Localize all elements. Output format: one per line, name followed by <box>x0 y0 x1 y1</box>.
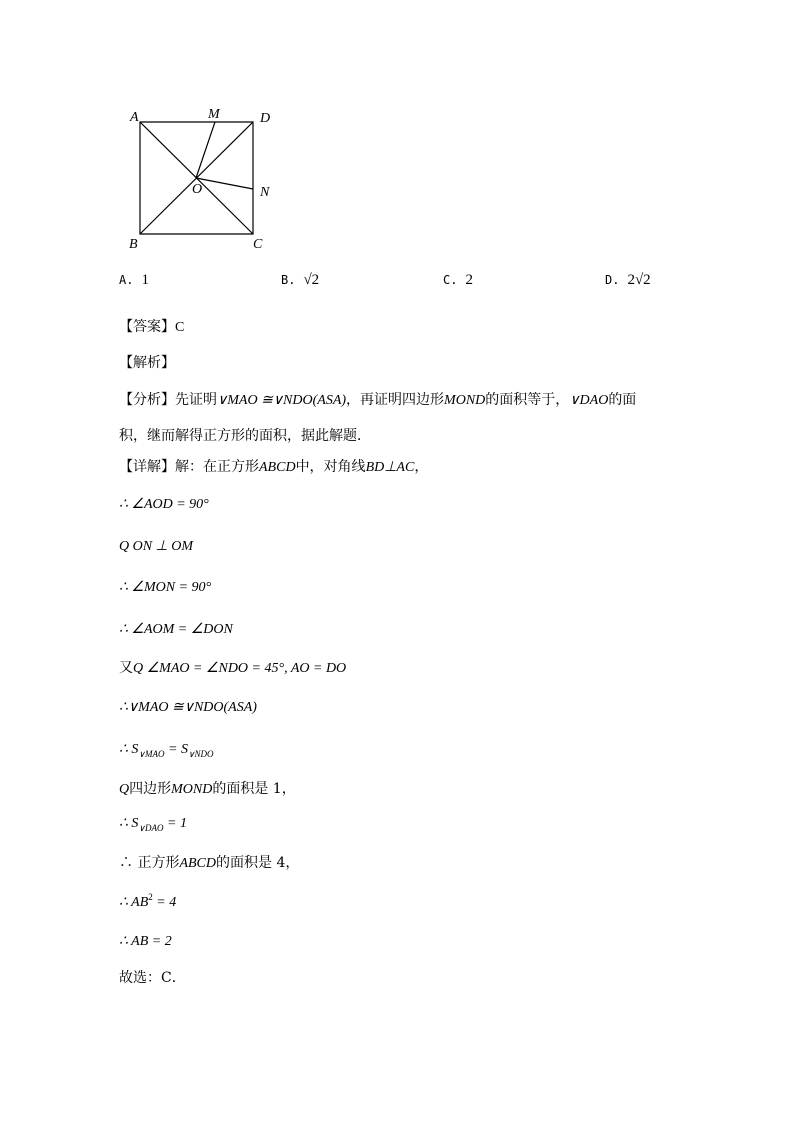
label-n: N <box>260 185 270 200</box>
choice-letter: D. <box>605 273 620 287</box>
step-math: ABCD <box>179 856 217 871</box>
choice-value: √2 <box>303 272 320 288</box>
detail-label: 【详解】 <box>119 459 175 475</box>
answer-choices <box>119 272 679 296</box>
step-math: = 1 <box>163 816 187 831</box>
choice-c[interactable] <box>443 272 473 289</box>
label-c: C <box>253 237 263 252</box>
label-d: D <box>260 111 271 126</box>
step-text: 的面积是 1， <box>212 781 296 797</box>
label-o: O <box>192 182 203 197</box>
answer-value: C <box>175 320 185 335</box>
step-9 <box>119 815 187 834</box>
step-math: ∴ S <box>119 742 139 757</box>
choice-value: 2√2 <box>627 272 651 288</box>
analysis-heading: 【解析】 <box>119 355 175 371</box>
label-a: A <box>130 110 139 125</box>
step-subscript: ∨NDO <box>187 749 214 759</box>
answer-line <box>119 316 184 336</box>
step-8 <box>119 778 296 798</box>
fenxi-line-1 <box>119 389 636 409</box>
fenxi-line-2: 积，继而解得正方形的面积，据此解题． <box>119 428 371 444</box>
step-5 <box>119 657 346 677</box>
step-math: ∴ S <box>119 816 139 831</box>
fenxi-text: ，再证明四边形 <box>346 392 445 408</box>
step-1: ∴ ∠AOD = 90° <box>119 497 209 512</box>
choice-letter: B. <box>281 273 296 287</box>
detail-text: 中，对角线 <box>295 459 366 475</box>
fenxi-text: 先证明 <box>175 392 217 408</box>
step-3: ∴ ∠MON = 90° <box>119 580 212 595</box>
segment-on <box>196 178 253 189</box>
detail-math: ABCD <box>259 460 296 475</box>
step-text: ∴ 正方形 <box>119 855 180 871</box>
step-6: ∴∨MAO ≅∨NDO(ASA) <box>119 700 257 715</box>
answer-label: 【答案】 <box>119 319 175 335</box>
step-superscript: 2 <box>148 892 153 902</box>
label-b: B <box>129 237 138 252</box>
step-7 <box>119 741 214 760</box>
detail-intro <box>119 456 428 476</box>
choice-letter: A. <box>119 273 134 287</box>
step-12: ∴ AB = 2 <box>119 934 172 949</box>
step-math: Q <box>119 782 130 797</box>
step-text: 又 <box>119 660 133 676</box>
step-text: 四边形 <box>129 781 172 797</box>
step-subscript: ∨DAO <box>138 823 164 833</box>
choice-d[interactable] <box>605 272 651 289</box>
square-figure <box>120 100 290 260</box>
fenxi-math: MOND <box>444 393 486 408</box>
fenxi-math: ∨MAO ≅∨NDO(ASA) <box>217 393 347 408</box>
choice-value: 1 <box>141 272 149 288</box>
step-math: MOND <box>171 782 213 797</box>
detail-math: BD⊥AC <box>365 460 415 475</box>
step-text: 的面积是 4， <box>216 855 300 871</box>
final-choice: 故选：C． <box>119 970 186 986</box>
step-math: = S <box>164 742 188 757</box>
choice-letter: C. <box>443 273 458 287</box>
detail-text: ， <box>414 459 429 475</box>
detail-text: 解：在正方形 <box>175 459 259 475</box>
step-math: = 4 <box>152 895 177 910</box>
fenxi-text: 的面积等于， <box>485 392 570 408</box>
step-math: ∴ AB <box>119 895 149 910</box>
choice-b[interactable] <box>281 272 319 289</box>
step-subscript: ∨MAO <box>138 749 165 759</box>
fenxi-math: ∨DAO <box>569 393 609 408</box>
step-11 <box>119 892 176 911</box>
fenxi-text: 的面 <box>608 392 637 408</box>
square-diagram <box>120 100 290 260</box>
step-10 <box>119 852 299 872</box>
step-math: Q ∠MAO = ∠NDO = 45°, AO = DO <box>133 661 347 676</box>
choice-a[interactable] <box>119 272 149 289</box>
choice-value: 2 <box>465 272 473 288</box>
step-4: ∴ ∠AOM = ∠DON <box>119 622 233 637</box>
label-m: M <box>208 107 220 122</box>
step-2: Q ON ⊥ OM <box>119 539 194 554</box>
fenxi-label: 【分析】 <box>119 392 175 408</box>
